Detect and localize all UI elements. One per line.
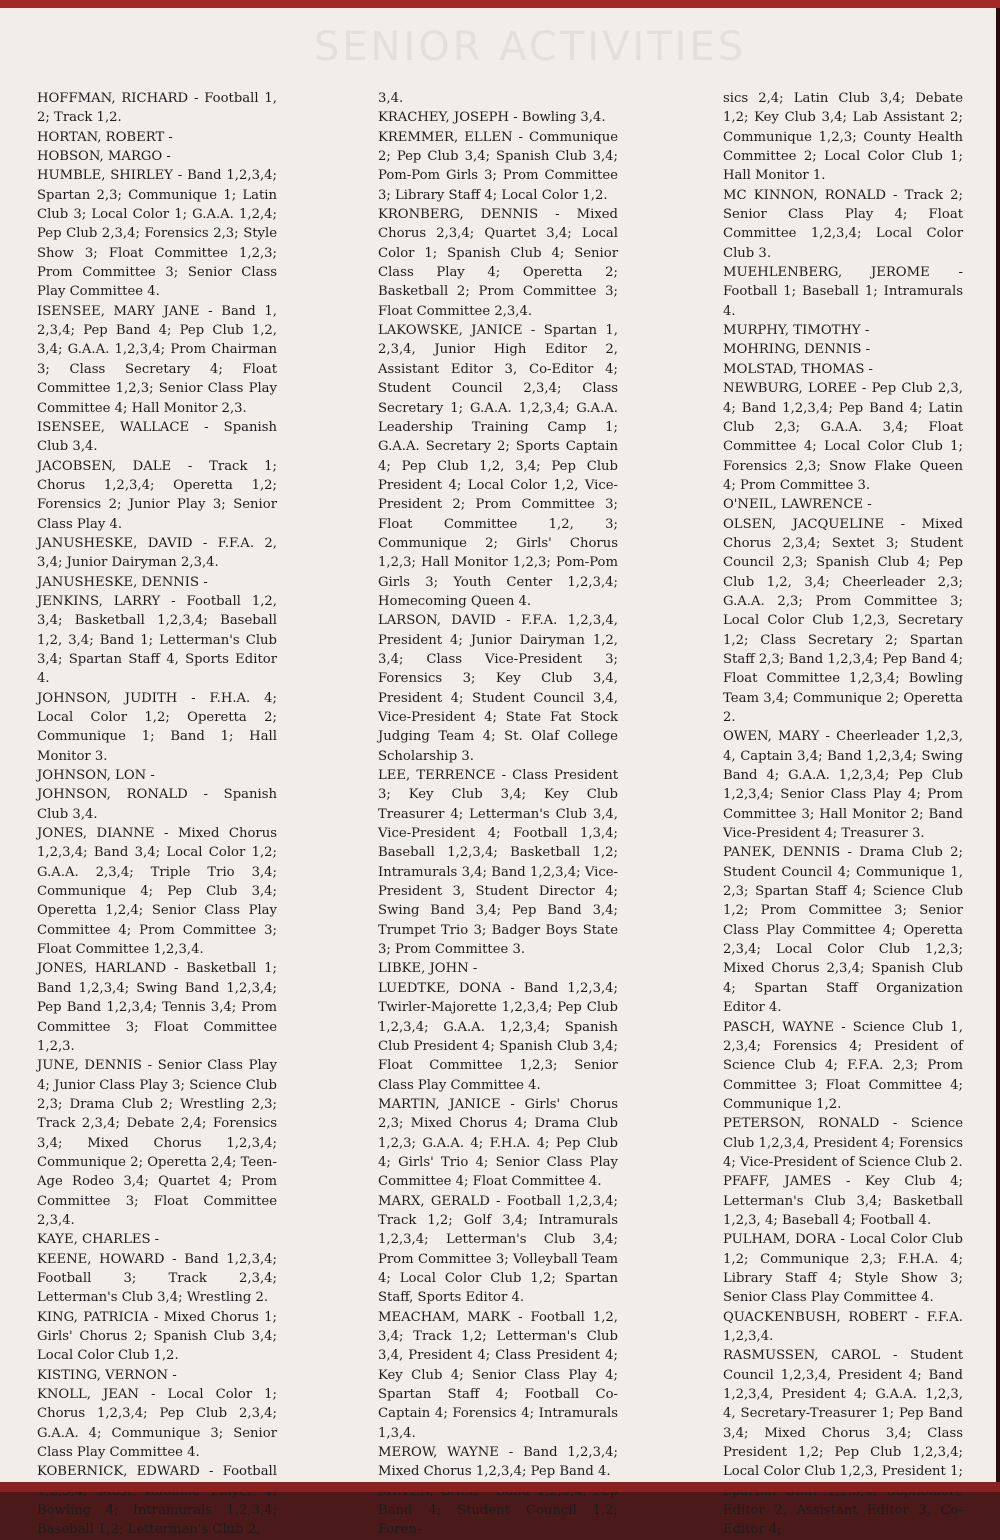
entry: RASMUSSEN, CAROL - Student Council 1,2,3,4, President 4; Band 1,2,3,4, President 4; G.A.A. 1,2,3, 4, Secretary-Treasurer 1; Pep Band 3,4; Mixed Chorus 3,4; Class President 1,2; Pep Club 1,2,3,4; Local Color Club 1,2,3, President 1; Editor 2, Assistant Editor 3, Co-Editor 4; [723,1348,963,1538]
entry: KEENE, HOWARD - Band 1,2,3,4; Football 3; Track 2,3,4; Letterman's Club 3,4; Wrestling 2. [37,1251,277,1306]
entry: ISENSEE, WALLACE - Spanish Club 3,4. [37,419,277,455]
entry: JONES, DIANNE - Mixed Chorus 1,2,3,4; Band 3,4; Local Color 1,2; G.A.A. 2,3,4; Triple Trio 3,4; Communique 4; Pep Club 3,4; Operetta 1,2,4; Senior Class Play Committee 4; Prom Committee 3; Float Committee 1,2,3,4. [37,826,277,958]
column-middle [378,89,618,1540]
entry: MARX, GERALD - Football 1,2,3,4; Track 1,2; Golf 3,4; Intramurals 1,2,3,4; Letterman's Club 3,4; Prom Committee 3; Volleyball Team 4; Local Color Club 1,2; Spartan Staff, Sports Editor 4. [378,1193,618,1306]
entry: LUEDTKE, DONA - Band 1,2,3,4; Twirler-Majorette 1,2,3,4; Pep Club 1,2,3,4; G.A.A. 1,2,3,4; Spanish Club President 4; Spanish Club 3,4; Float Committee 1,2,3; Senior Class Play Committee 4. [378,980,618,1093]
entry: MC KINNON, RONALD - Track 2; Senior Class Play 4; Float Committee 1,2,3,4; Local Color Club 3. [723,187,963,261]
book-cover-bottom-edge [0,1482,1000,1492]
entry: HUMBLE, SHIRLEY - Band 1,2,3,4; Spartan 2,3; Communique 1; Latin Club 3; Local Color 1; G.A.A. 1,2,4; Pep Club 2,3,4; Forensics 2,3; Style Show 3; Float Committee 1,2,3; Prom Committee 3; Senior Class Play Committee 4. [37,168,277,300]
entry: JANUSHESKE, DAVID - F.F.A. 2, 3,4; Junior Dairyman 2,3,4. [37,535,277,571]
bleed-through-title: SENIOR ACTIVITIES [313,24,747,70]
column-right [723,89,963,1540]
entry: O'NEIL, LAWRENCE - [723,497,872,513]
entry: MOLSTAD, THOMAS - [723,361,874,377]
entry: LAKOWSKE, JANICE - Spartan 1, 2,3,4, Junior High Editor 2, Assistant Editor 3, Co-Editor 4; Student Council 2,3,4; Class Secretary 1; G.A.A. 1,2,3,4; G.A.A. Leadership Training Camp 1; G.A.A. Secretary 2; Sports Captain 4; Pep Club 1,2, 3,4; Pep Club President 4; Local Color 1,2, Vice-President 2; Prom Committee 3; Float Committee 1,2, 3; Communique 2; Girls' Chorus 1,2,3; Hall Monitor 1,2,3; Pom-Pom Girls 3; Youth Center 1,2,3,4; Homecoming Queen 4. [378,323,618,609]
entry: LARSON, DAVID - F.F.A. 1,2,3,4, President 4; Junior Dairyman 1,2, 3,4; Class Vice-President 3; Forensics 3; Key Club 3,4, President 4; Student Council 3,4, Vice-President 4; State Fat Stock Judging Team 4; St. Olaf College Scholarship 3. [378,613,618,764]
entry: HOFFMAN, RICHARD - Football 1, 2; Track 1,2. [37,91,277,126]
entry: OLSEN, JACQUELINE - Mixed Chorus 2,3,4; Sextet 3; Student Council 2,3; Spanish Club 4; Pep Club 1,2, 3,4; Cheerleader 2,3; G.A.A. 2,3; Prom Committee 3; Local Color Club 1,2,3, Secretary 1,2; Class Secretary 2; Spartan Staff 2,3; Band 1,2,3,4; Pep Band 4; Float Committee 1,2,3,4; Bowling Team 3,4; Communique 2; Operetta 2. [723,516,963,725]
entry: PANEK, DENNIS - Drama Club 2; Student Council 4; Communique 1, 2,3; Spartan Staff 4; Science Club 1,2; Prom Committee 3; Senior Class Play Committee 4; Operetta 2,3,4; Local Color Club 1,2,3; Mixed Chorus 2,3,4; Spanish Club 4; Spartan Staff Organization Editor 4. [723,845,963,1016]
entry: KOBERNICK, EDWARD - Football Bowling 4; Intramurals 1,2,3,4; Baseball 1,2; Letterman's Club 2, [37,1464,277,1538]
entry: JENKINS, LARRY - Football 1,2, 3,4; Basketball 1,2,3,4; Baseball 1,2, 3,4; Band 1; Letterman's Club 3,4; Spartan Staff 4, Sports Editor 4. [37,593,277,687]
entry: KNOLL, JEAN - Local Color 1; Chorus 1,2,3,4; Pep Club 2,3,4; G.A.A. 4; Communique 3; Senior Class Play Committee 4. [37,1387,277,1461]
entry: JOHNSON, RONALD - Spanish Club 3,4. [37,787,277,822]
entry: OWEN, MARY - Cheerleader 1,2,3, 4, Captain 3,4; Band 1,2,3,4; Swing Band 4; G.A.A. 1,2,3,4; Pep Club 1,2,3,4; Senior Class Play 4; Prom Committee 3; Hall Monitor 2; Band Vice-President 4; Treasurer 3. [723,729,963,842]
entry: PASCH, WAYNE - Science Club 1, 2,3,4; Forensics 4; President of Science Club 4; F.F.A. 2,3; Prom Committee 3; Float Committee 4; Communique 1,2. [723,1019,963,1112]
entry: LEE, TERRENCE - Class President 3; Key Club 3,4; Key Club Treasurer 4; Letterman's Club 3,4, Vice-President 4; Football 1,3,4; Baseball 1,2,3,4; Basketball 1,2; Intramurals 3,4; Band 1,2,3,4; Vice-President 3, Student Director 4; Swing Band 3,4; Pep Band 3,4; Trumpet Trio 3; Badger Boys State 3; Prom Committee 3. [378,768,618,958]
entry: MUEHLENBERG, JEROME - Football 1; Baseball 1; Intramurals 4. [723,265,963,319]
entry: KRONBERG, DENNIS - Mixed Chorus 2,3,4; Quartet 3,4; Local Color 1; Spanish Club 4; Senior Class Play 4; Operetta 2; Basketball 2; Prom Committee 3; Float Committee 2,3,4. [378,207,618,319]
entry: JONES, HARLAND - Basketball 1; Band 1,2,3,4; Swing Band 1,2,3,4; Pep Band 1,2,3,4; Tennis 3,4; Prom Committee 3; Float Committee 1,2,3. [37,961,277,1054]
entry: Band 4; Student Council 1,2; Foren- [378,1503,618,1538]
book-cover-top-edge [0,0,1000,8]
entry: PFAFF, JAMES - Key Club 4; Letterman's Club 3,4; Basketball 1,2,3, 4; Baseball 4; Football 4. [723,1174,963,1228]
entry: HORTAN, ROBERT - [37,129,173,145]
entry: JOHNSON, JUDITH - F.H.A. 4; Local Color 1,2; Operetta 2; Communique 1; Band 1; Hall Monitor 3. [37,690,277,764]
entry: NEWBURG, LOREE - Pep Club 2,3, 4; Band 1,2,3,4; Pep Band 4; Latin Club 2,3; G.A.A. 3,4; Float Committee 4; Local Color Club 1; Forensics 2,3; Snow Flake Queen 4; Prom Committee 3. [723,381,963,493]
column-left [37,89,277,1540]
entry: MEACHAM, MARK - Football 1,2, 3,4; Track 1,2; Letterman's Club 3,4, President 4; Class President 4; Key Club 4; Senior Class Play 4; Spartan Staff 4; Football Co-Captain 4; Forensics 4; Intramurals 1,3,4. [378,1309,618,1441]
entry: LIBKE, JOHN - [378,961,478,977]
entry: JACOBSEN, DALE - Track 1; Chorus 1,2,3,4; Operetta 1,2; Forensics 2; Junior Play 3; Senior Class Play 4. [37,458,277,532]
entry: QUACKENBUSH, ROBERT - F.F.A. 1,2,3,4. [723,1309,963,1344]
entry: MEROW, WAYNE - Band 1,2,3,4; Mixed Chorus 1,2,3,4; Pep Band 4. [378,1445,618,1480]
entry: JUNE, DENNIS - Senior Class Play 4; Junior Class Play 3; Science Club 2,3; Drama Club 2; Wrestling 2,3; Track 2,3,4; Debate 2,4; Forensics 3,4; Mixed Chorus 1,2,3,4; Communique 2; Operetta 2,4; Teen-Age Rodeo 3,4; Quartet 4; Prom Committee 3; Float Committee 2,3,4. [37,1058,277,1228]
entry: JOHNSON, LON - [37,768,155,784]
entry: MARTIN, JANICE - Girls' Chorus 2,3; Mixed Chorus 4; Drama Club 1,2,3; G.A.A. 4; F.H.A. 4; Pep Club 4; Girls' Trio 4; Senior Class Play Committee 4; Float Committee 4. [378,1096,618,1190]
entry: MURPHY, TIMOTHY - [723,323,870,339]
entry: KAYE, CHARLES - [37,1232,160,1248]
entry: ISENSEE, MARY JANE - Band 1, 2,3,4; Pep Band 4; Pep Club 1,2, 3,4; G.A.A. 1,2,3,4; Prom Chairman 3; Class Secretary 4; Float Committee 1,2,3; Senior Class Play Committee 4; Hall Monitor 2,3. [37,303,277,416]
entry: KRACHEY, JOSEPH - Bowling 3,4. [378,110,606,126]
entry: PULHAM, DORA - Local Color Club 1,2; Communique 2,3; F.H.A. 4; Library Staff 4; Style Show 3; Senior Class Play Committee 4. [723,1232,963,1306]
entry: KREMMER, ELLEN - Communique 2; Pep Club 3,4; Spanish Club 3,4; Pom-Pom Girls 3; Prom Committee 3; Library Staff 4; Local Color 1,2. [378,129,618,203]
entry: JANUSHESKE, DENNIS - [37,574,208,590]
entry: KISTING, VERNON - [37,1367,177,1383]
entry: 3,4. [378,91,404,106]
entry: PETERSON, RONALD - Science Club 1,2,3,4, President 4; Forensics 4; Vice-President of Science Club 2. [723,1116,963,1170]
entry: KING, PATRICIA - Mixed Chorus 1; Girls' Chorus 2; Spanish Club 3,4; Local Color Club 1,2. [37,1309,277,1364]
yearbook-page [0,8,1000,1538]
entry: MOHRING, DENNIS - [723,342,871,358]
entry: HOBSON, MARGO - [37,149,171,165]
entry: sics 2,4; Latin Club 3,4; Debate 1,2; Key Club 3,4; Lab Assistant 2; Communique 1,2,3; County Health Committee 2; Local Color Club 1; Hall Monitor 1. [723,91,963,184]
